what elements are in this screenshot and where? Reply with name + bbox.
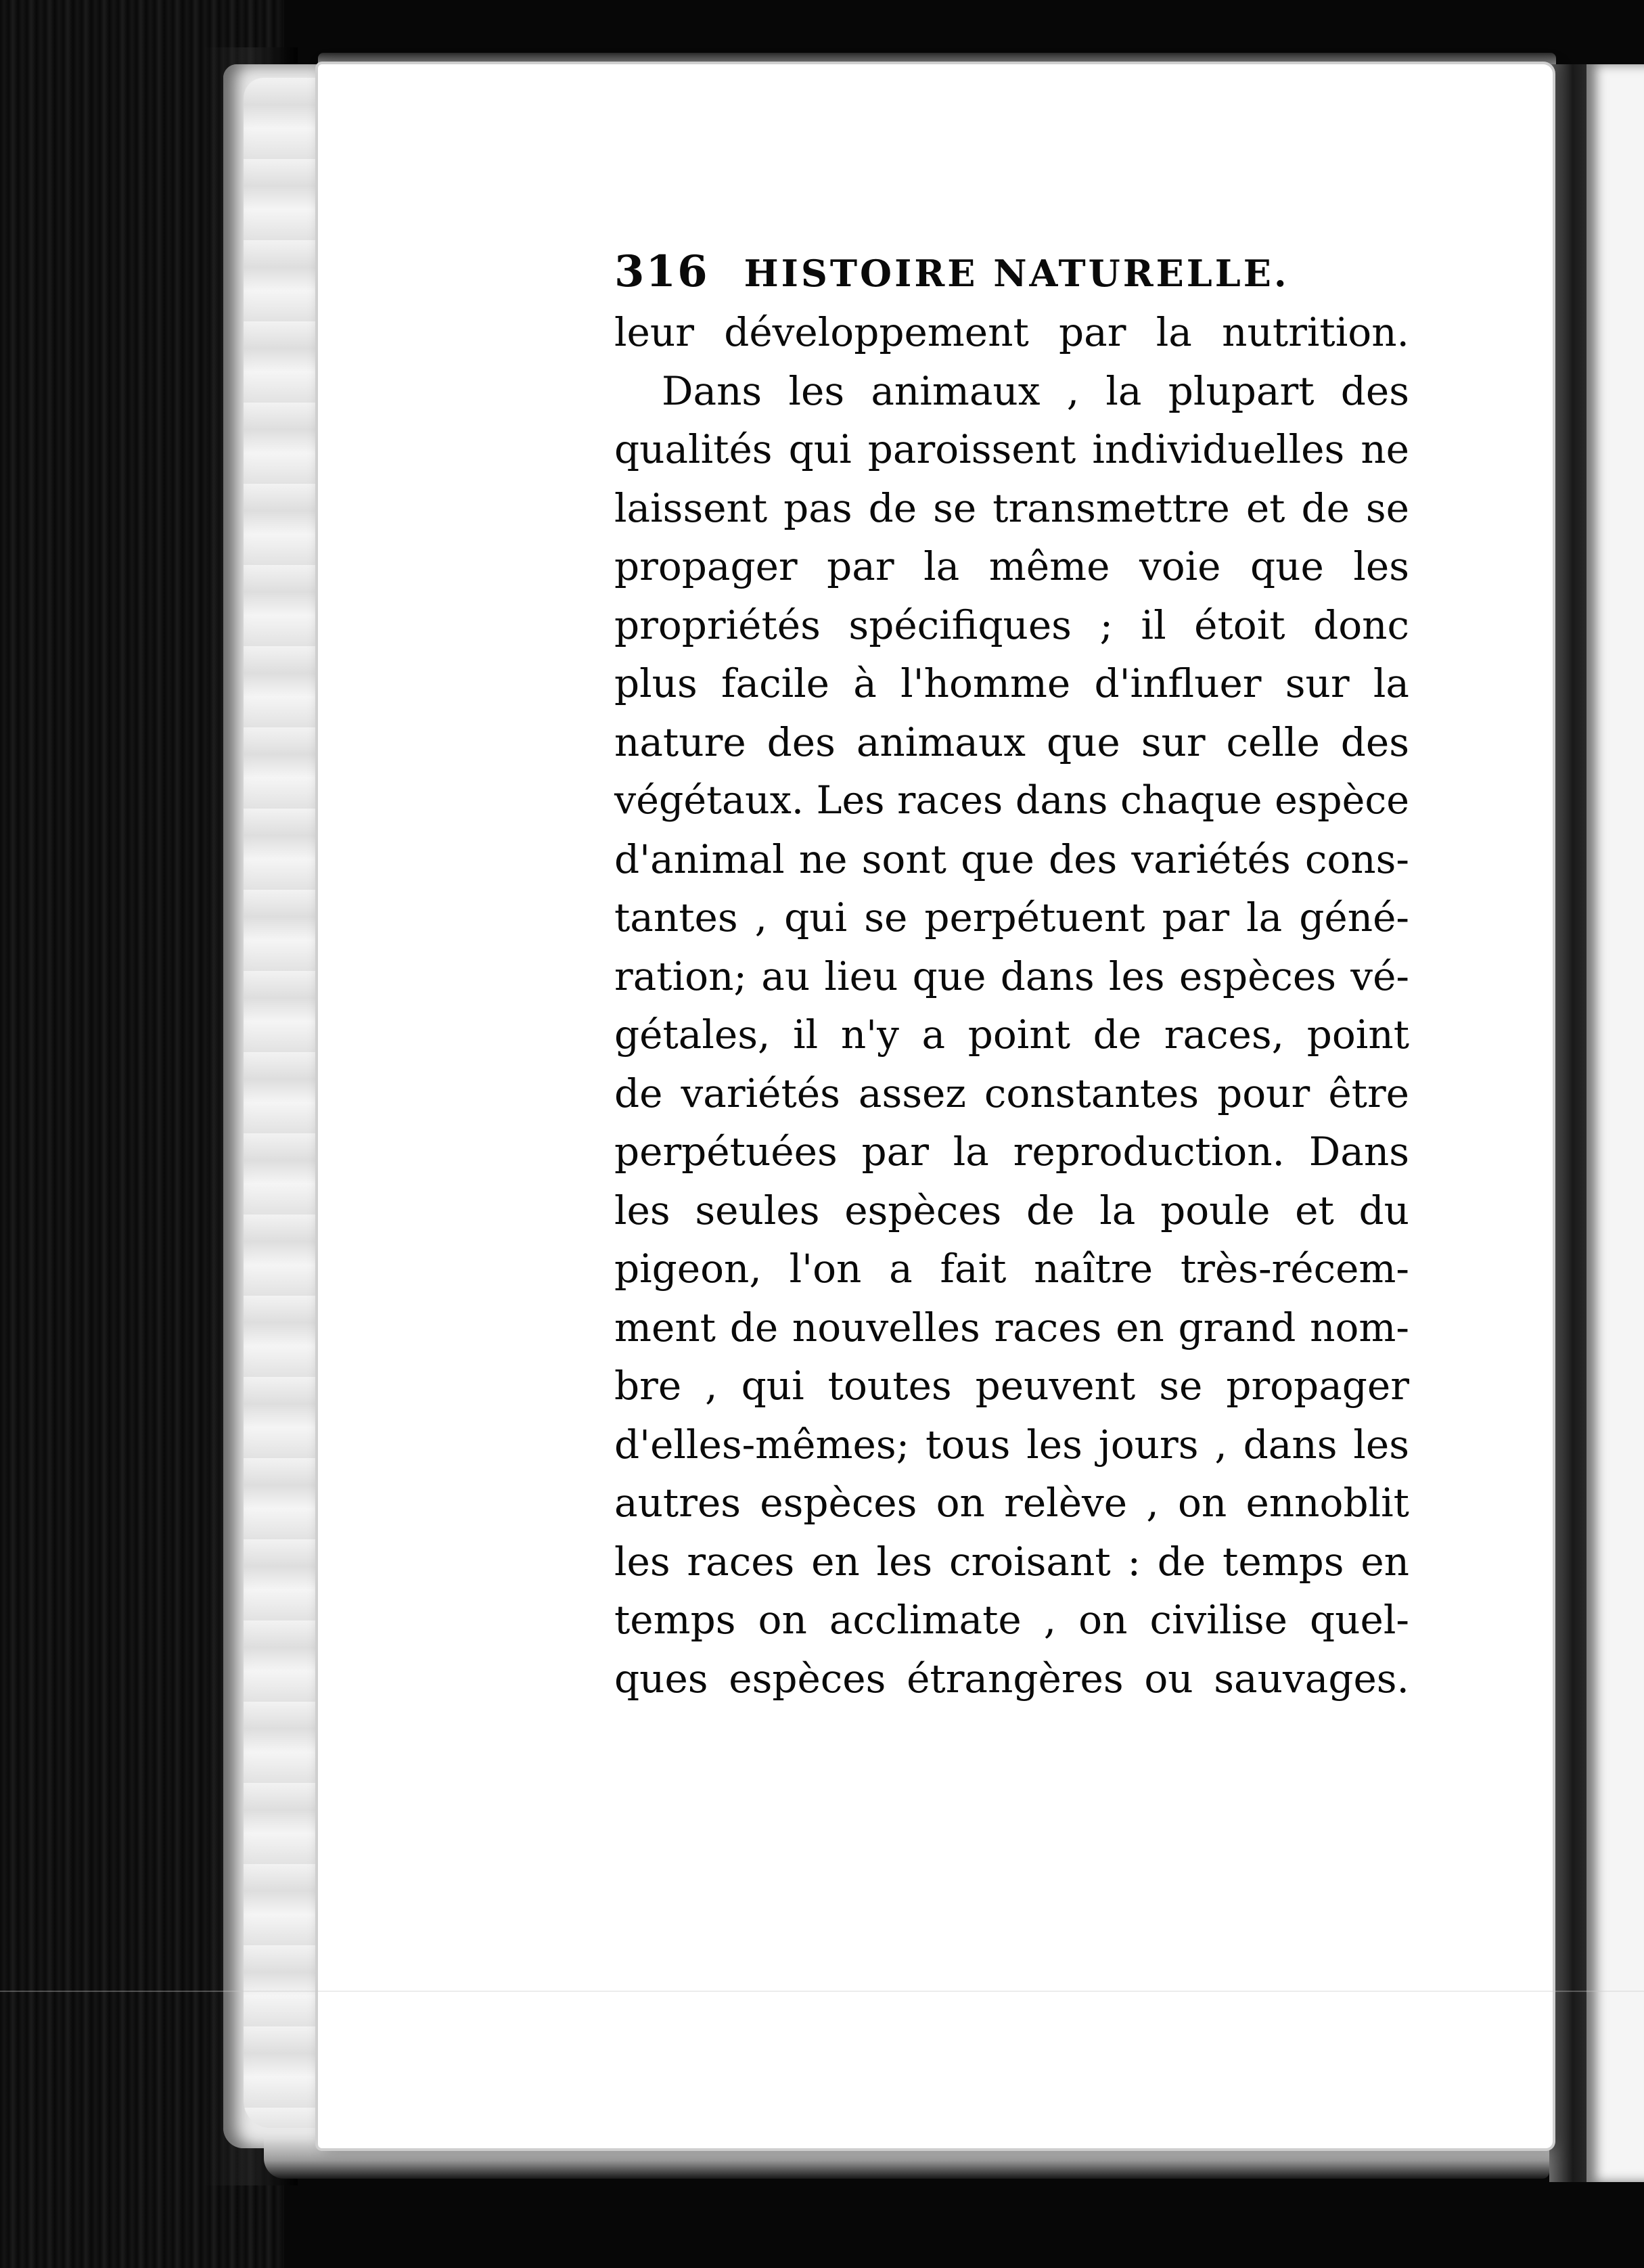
next-page-sliver	[1586, 64, 1644, 2182]
page-text	[614, 246, 1409, 1708]
page-number: 316	[614, 246, 709, 297]
text-line: les races en les croisant : de temps en	[614, 1538, 1409, 1585]
text-line: Dans les animaux , la plupart des	[662, 367, 1409, 414]
running-title: HISTOIRE NATURELLE.	[744, 252, 1289, 295]
text-line: temps on acclimate , on civilise quel-	[614, 1597, 1409, 1643]
text-line: leur développement par la nutrition.	[614, 309, 1409, 355]
scanner-artifact-line	[0, 1991, 1644, 1992]
text-line: ques espèces étrangères ou sauvages.	[614, 1655, 1409, 1702]
text-line: ration; au lieu que dans les espèces vé-	[614, 953, 1409, 999]
running-head	[614, 246, 1409, 303]
text-line: d'elles-mêmes; tous les jours , dans les	[614, 1421, 1409, 1468]
text-line: propager par la même voie que les	[614, 543, 1409, 589]
text-line: autres espèces on relève , on ennoblit	[614, 1480, 1409, 1526]
text-line: laissent pas de se transmettre et de se	[614, 484, 1409, 531]
body-paragraphs	[614, 303, 1409, 1708]
text-line: nature des animaux que sur celle des	[614, 719, 1409, 765]
text-line: gétales, il n'y a point de races, point	[614, 1012, 1409, 1058]
text-line: végétaux. Les races dans chaque espèce	[614, 778, 1409, 823]
text-line: ment de nouvelles races en grand nom-	[614, 1304, 1409, 1351]
text-line: pigeon, l'on a fait naître très-récem-	[614, 1246, 1409, 1292]
text-line: les seules espèces de la poule et du	[614, 1187, 1409, 1233]
text-line: propriétés spécifiques ; il étoit donc	[614, 602, 1409, 648]
text-line: d'animal ne sont que des variétés cons-	[614, 836, 1409, 882]
text-line: plus facile à l'homme d'influer sur la	[614, 660, 1409, 706]
text-line: bre , qui toutes peuvent se propager	[614, 1363, 1409, 1409]
page-gutter	[1549, 64, 1589, 2182]
text-line: qualités qui paroissent individuelles ne	[614, 426, 1409, 472]
text-line: perpétuées par la reproduction. Dans	[614, 1129, 1409, 1175]
text-line: tantes , qui se perpétuent par la géné-	[614, 894, 1409, 940]
text-line: de variétés assez constantes pour être	[614, 1070, 1409, 1116]
